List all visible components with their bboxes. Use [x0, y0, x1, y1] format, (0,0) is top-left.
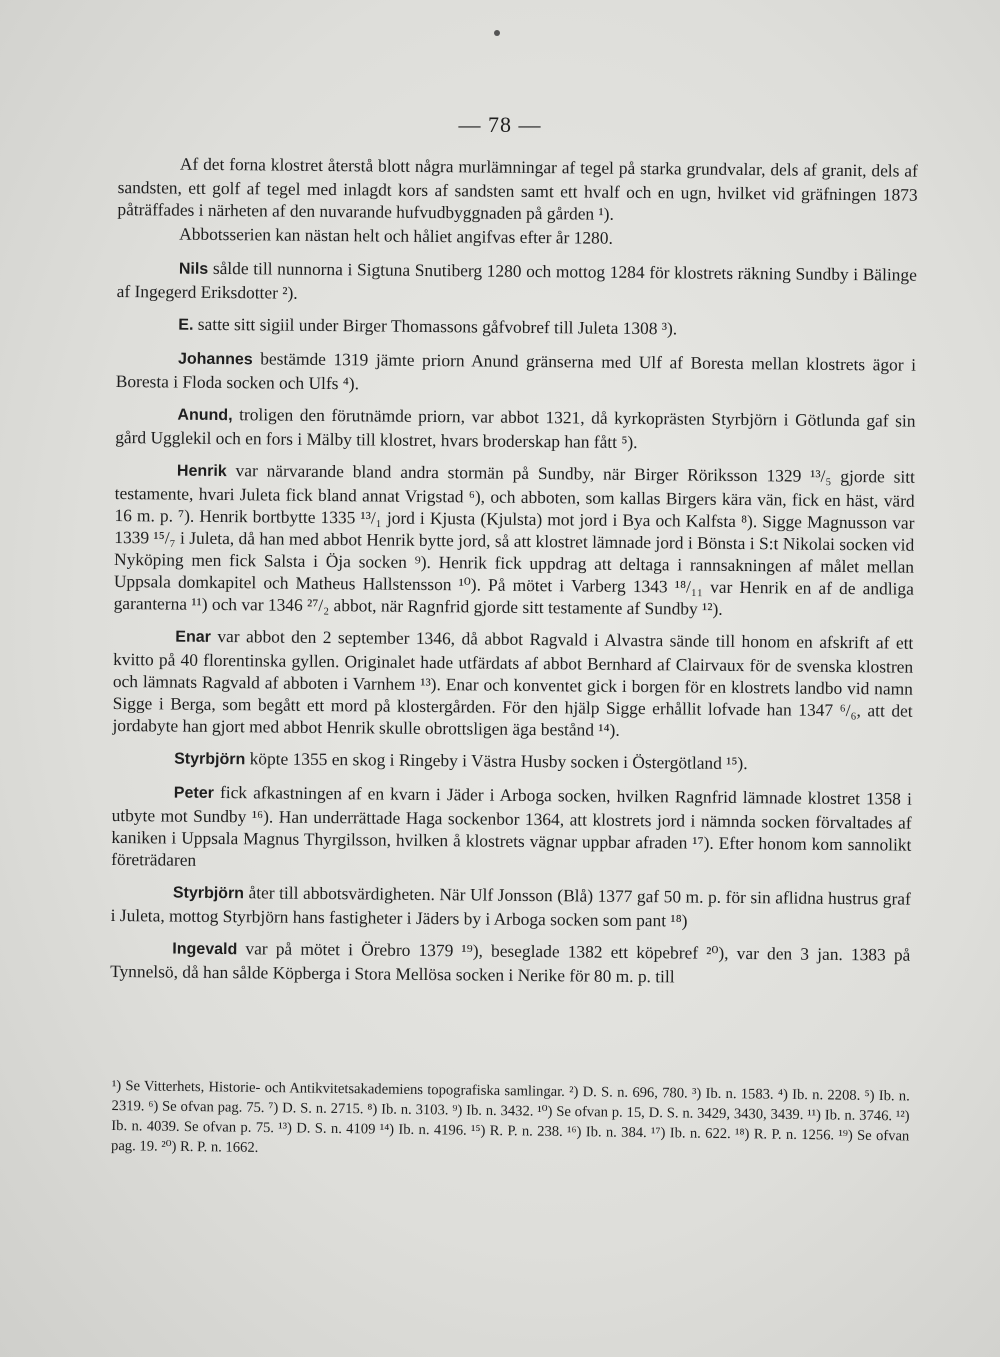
page-number: — 78 — — [458, 112, 542, 137]
paragraph-lead: Styrbjörn — [172, 884, 245, 903]
paragraph-text: var abbot den 2 september 1346, då abbot Ragvald i Alvastra sände till honom en afskrift af ett kvitto på 40 florentinska gyllen. Originalet hade utfärdats af abbot Bernhard af Clairvaux för de svenska klostren och lämnats Ragvald af abboten i Varnhem ¹³). Enar och konventet gick i borgen för en klostrets landbo vid namn Sigge i Berga, som begått ett mord på klostergården. För den hjälp Sigge erhållit lofvade han 1347 ⁶/₆, att det jordabyte han gjort med abbot Henrik skulle obrottsligen äga bestånd ¹⁴). — [112, 625, 914, 740]
paragraph-text: åter till abbotsvärdigheten. När Ulf Jonsson (Blå) 1377 gaf 50 m. p. för sin aflidna hustrus graf i Juleta, mottog Styrbjörn hans fastigheter i Jäders by i Arboga socken som pant ¹⁸) — [110, 882, 911, 931]
paragraph — [116, 312, 916, 344]
paragraph-text: Af det forna klostret återstå blott några murlämningar af tegel på starka grundvalar, dels af granit, dels af sandsten, ett golf af tegel med inlagdt kors af sandsten samt ett hvalf och en ugn, hvilket vid gräfningen 1873 påträffades i närheten af den nuvarande hufvudbyggnaden på gården ¹). — [117, 153, 918, 224]
paragraph — [115, 402, 915, 456]
paragraph-lead: Henrik — [176, 462, 227, 481]
paragraph-lead: Anund, — [177, 406, 233, 425]
paragraph-lead: Styrbjörn — [174, 750, 246, 769]
paragraph-text: fick afkastningen af en kvarn i Jäder i Arboga socken, hvilken Ragnfrid lämnade klostret 1358 i utbyte mot Sundby ¹⁶). Han underrättade Haga sockenbor 1364, att klostrets jord i nämnda socken förvaltades af kaniken i Uppsala Magnus Thyrgilsson, hvilken å klostrets vägnar uppbar afraden ¹⁷). Efter honom kom sannolikt företrädaren — [111, 781, 912, 870]
paragraph-lead: Nils — [178, 260, 209, 278]
paragraph-text: bestämde 1319 jämte priorn Anund gränserna med Ulf af Boresta mellan klostrets ägor i Boresta i Floda socken och Ulfs ⁴). — [115, 348, 917, 394]
body-text — [110, 152, 918, 1000]
paragraph-text: satte sitt sigiil under Birger Thomassons gåfvobref till Juleta 1308 ³). — [193, 313, 678, 339]
paragraph — [117, 152, 918, 228]
paragraph-lead: Peter — [173, 784, 214, 802]
ink-spot — [494, 30, 500, 36]
paragraph — [111, 780, 912, 878]
paragraph-text: troligen den förutnämde priorn, var abbot 1321, då kyrkoprästen Styrbjörn i Götlunda gaf sin gård Ugglekil och en fors i Mälby till klostret, hvars broderskap han fått ⁵). — [115, 404, 916, 453]
paragraph — [117, 256, 917, 310]
paragraph-lead: Johannes — [177, 350, 253, 369]
paragraph — [112, 624, 913, 744]
paragraph — [111, 880, 911, 934]
paragraph-lead: Ingevald — [172, 940, 238, 959]
paragraph — [112, 746, 912, 778]
paragraph-text: köpte 1355 en skog i Ringeby i Västra Husby socken i Östergötland ¹⁵). — [245, 748, 748, 774]
footnotes — [111, 1076, 910, 1166]
paragraph — [117, 222, 917, 254]
paragraph-lead: E. — [178, 316, 194, 334]
footnote-text: ¹) Se Vitterhets, Historie- och Antikvitetsakademiens topografiska samlingar. ²) D. S. n. 696, 780. ³) Ib. n. 1583. ⁴) Ib. n. 2208. ⁵) Ib. n. 2319. ⁶) Se ofvan pag. 75. ⁷) D. S. n. 2715. ⁸) Ib. n. 3103. ⁹) Ib. n. 3432. ¹⁰) Se ofvan p. 15, D. S. n. 3429, 3430, 3439. ¹¹) Ib. n. 3746. ¹²) Ib. n. 4039. Se ofvan p. 75. ¹³) D. S. n. 4109 ¹⁴) Ib. n. 4196. ¹⁵) R. P. n. 238. ¹⁶) Ib. n. 384. ¹⁷) Ib. n. 622. ¹⁸) R. P. n. 1256. ¹⁹) Se ofvan pag. 19. ²⁰) R. P. n. 1662. — [110, 1077, 910, 1156]
paragraph-text: var på mötet i Örebro 1379 ¹⁹), beseglade 1382 ett köpebref ²⁰), var den 3 jan. 1383 på Tynnelsö, då han sålde Köpberga i Stora Mellösa socken i Nerike för 80 m. p. till — [110, 938, 911, 987]
paragraph — [114, 458, 915, 622]
paragraph-text: var närvarande bland andra stormän på Sundby, när Birger Röriksson 1329 ¹³/₅ gjorde sitt testamente, hvari Juleta fick bland annat Vrigstad ⁶), och abboten, som kallas Birgers kära vän, fick en häst, värd 16 m. p. ⁷). Henrik bortbytte 1335 ¹³/₁ jord i Kjusta (Kjulsta) mot jord i Bya och Kalfsta ⁸). Sigge Magnusson var 1339 ¹⁵/₇ i Juleta, då han med abbot Henrik bytte jord, så att klostret lämnade jord i Bönsta i S:t Nikolai socken vid Nyköping men fick Salsta i Öja socken ⁹). Henrik fick uppdrag att deltaga i rannsakningen af målet mellan Uppsala domkapitel och Matheus Hallstensson ¹⁰). På mötet i Varberg 1343 ¹⁸/₁₁ var Henrik en af de andliga garanterna ¹¹) och var 1346 ²⁷/₂ abbot, när Ragnfrid gjorde sitt testamente af Sundby ¹²). — [113, 460, 916, 619]
paragraph — [110, 936, 910, 990]
paragraph — [116, 346, 916, 400]
paragraph-lead: Enar — [175, 628, 212, 646]
paragraph-text: sålde till nunnorna i Sigtuna Snutiberg 1280 och mottog 1284 för klostrets räkning Sundby i Bälinge af Ingegerd Eriksdotter ²). — [116, 257, 917, 303]
paragraph-text: Abbotsserien kan nästan helt och håliet angifvas efter år 1280. — [179, 223, 613, 248]
